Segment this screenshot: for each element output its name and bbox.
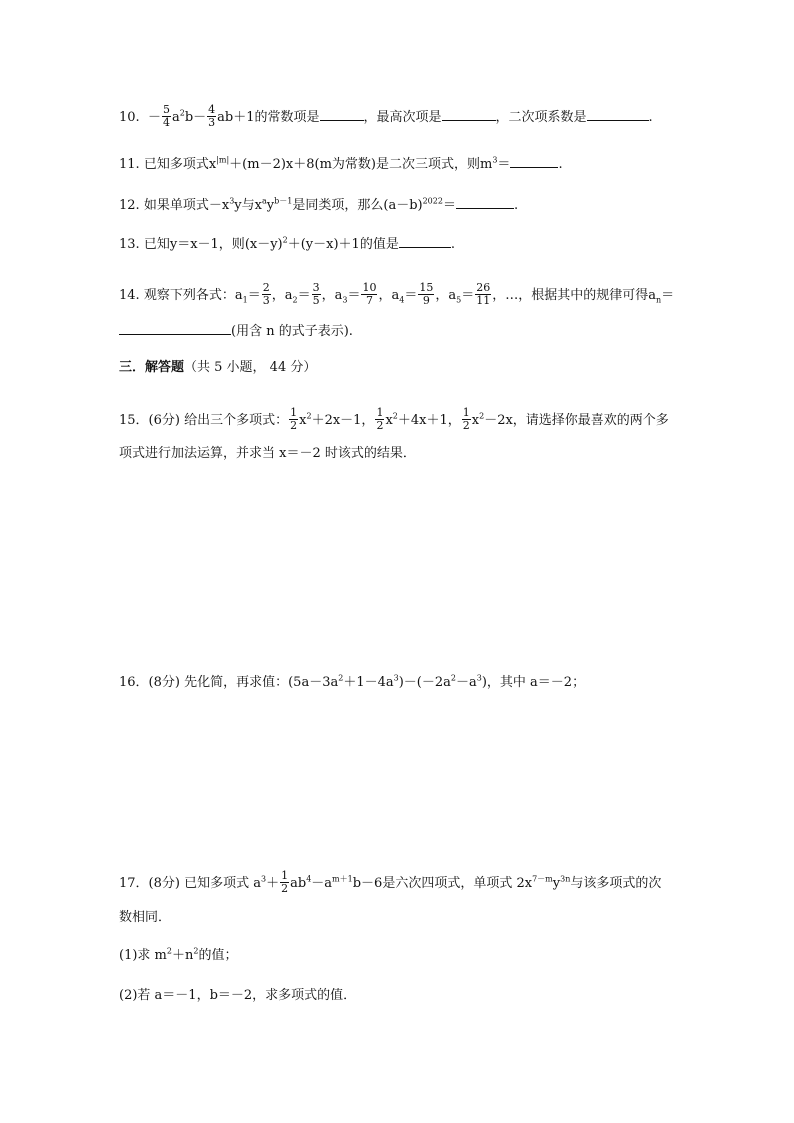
- answer-blank[interactable]: [320, 106, 364, 121]
- question-number: 10.: [119, 110, 140, 125]
- fraction: $\frac{1}{2}$: [462, 406, 470, 432]
- answer-blank[interactable]: [510, 153, 558, 168]
- answer-blank[interactable]: [456, 194, 514, 209]
- question-14-line2: (用含 n 的式子表示).: [119, 320, 353, 342]
- question-13: 13. 已知y＝x－1，则$(x-y)^2+(y-x)+1$的值是 .: [119, 233, 455, 255]
- question-14: 14. 观察下列各式：$a_1=$ $\frac{2}{3}$ ，$a_2=$ $\frac{3}{5}$ ，$a_3=$ $\frac{10}{7}$ ，$a_4=$ $\frac{15}{9}$ ，$a_5=$ $\frac{26}{11}$ ，…，根据其中的规律可得$a_n=$: [119, 281, 675, 307]
- fraction: $\frac{15}{9}$: [419, 281, 434, 307]
- question-10: 10. － $\frac{5}{4}$ $a^2b-$ $\frac{4}{3}$ ab＋1的常数项是 ，最高次项是 ，二次项系数是 .: [119, 103, 653, 129]
- question-number: 12.: [119, 198, 140, 213]
- question-17: 17．(8分) 已知多项式 $a^3+$ $\frac{1}{2}$ $ab^4-a^{m+1}b-6$是六次四项式，单项式 $2x^{7-m}y^{3n}$与该多项式的次: [119, 869, 662, 895]
- answer-blank[interactable]: [442, 106, 496, 121]
- question-number: 13.: [119, 237, 140, 252]
- fraction: $\frac{2}{3}$: [262, 281, 270, 307]
- section-title: 三．解答题: [119, 360, 185, 375]
- question-17-part2: (2)若 a＝－1，b＝－2，求多项式的值．: [119, 988, 357, 1003]
- question-number: 15．(6分): [119, 413, 180, 428]
- section-heading: [119, 358, 316, 378]
- section-note: （共 5 小题， 44 分）: [184, 360, 317, 375]
- answer-blank[interactable]: [399, 233, 451, 248]
- fraction: $\frac{10}{7}$: [362, 281, 377, 307]
- fraction: $\frac{3}{5}$: [312, 281, 320, 307]
- question-17-line2: 数相同．: [119, 910, 172, 925]
- question-number: 11.: [119, 157, 140, 172]
- fraction: $\frac{1}{2}$: [376, 406, 384, 432]
- question-12: 12. 如果单项式$-x^3y$与$x^ay^{b-1}$是同类项，那么$(a-b)^{2022}=$ .: [119, 194, 518, 216]
- fraction: $\frac{1}{2}$: [290, 406, 298, 432]
- question-15-line2: 项式进行加法运算，并求当 x＝－2 时该式的结果．: [119, 446, 416, 461]
- fraction: $\frac{26}{11}$: [476, 281, 491, 307]
- question-number: 14.: [119, 288, 140, 303]
- question-16: 16．(8分) 先化简，再求值：$(5a-3a^2+1-4a^3)-(-2a^2-a^3)$，其中 a＝－2；: [119, 673, 586, 690]
- answer-blank[interactable]: [119, 320, 231, 335]
- question-number: 17．(8分): [119, 876, 180, 891]
- fraction: $\frac{1}{2}$: [281, 869, 289, 895]
- fraction: $\frac{5}{4}$: [162, 103, 170, 129]
- question-11: 11. 已知多项式$x^{|m|}+(m-2)x+8(m$为常数)是二次三项式，则$m^3=$ .: [119, 153, 563, 175]
- answer-blank[interactable]: [587, 106, 649, 121]
- question-17-part1: (1)求 $m^2+n^2$的值；: [119, 946, 238, 963]
- question-number: 16．(8分): [119, 675, 180, 690]
- question-15: 15．(6分) 给出三个多项式： $\frac{1}{2}$ $x^2+2x-1$， $\frac{1}{2}$ $x^2+4x+1$， $\frac{1}{2}$ $x^2-2x$，请选择你最喜欢的两个多: [119, 406, 669, 432]
- fraction: $\frac{4}{3}$: [208, 103, 216, 129]
